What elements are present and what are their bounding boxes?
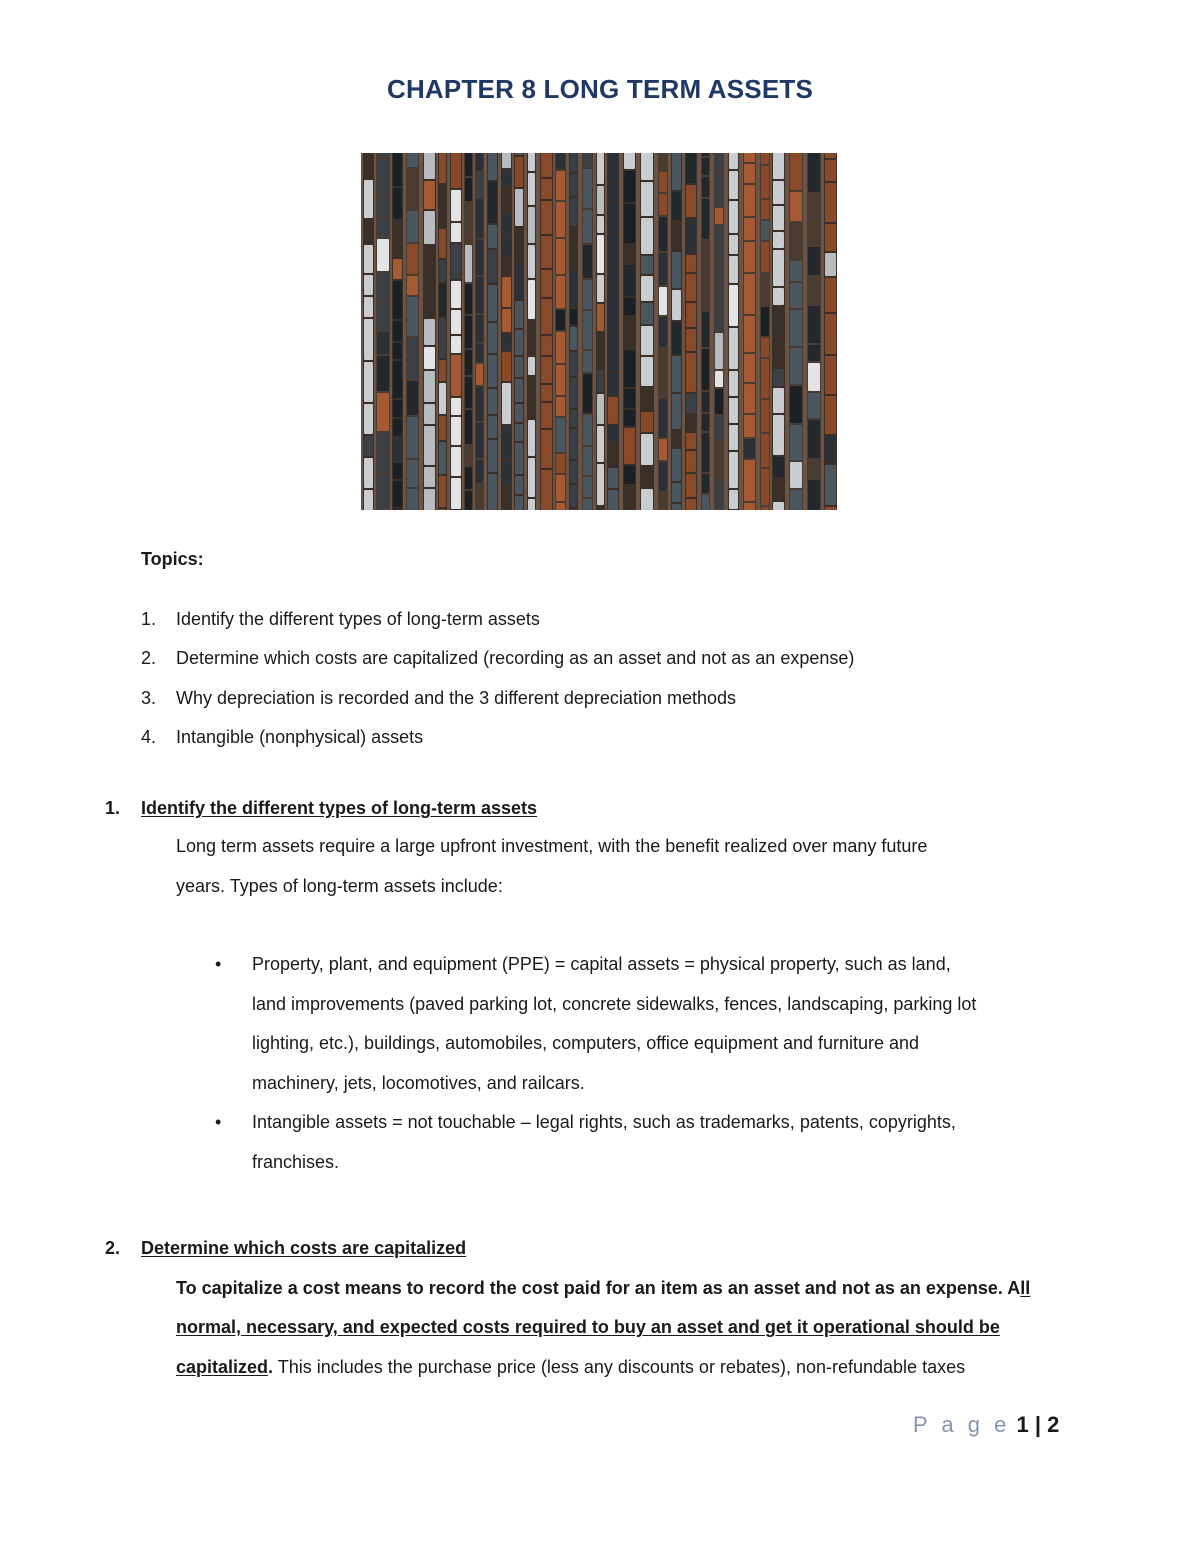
- bullet-icon: •: [215, 1112, 222, 1132]
- section-heading: Identify the different types of long-term assets: [141, 798, 538, 818]
- bullet-line: Property, plant, and equipment (PPE) = capital assets = physical property, such as land,: [252, 954, 951, 974]
- topic-item: 1. Identify the different types of long-term assets: [141, 609, 540, 629]
- bullet-icon: •: [215, 954, 222, 974]
- section-number: 1.: [105, 798, 121, 818]
- topic-item: 3. Why depreciation is recorded and the 3 different depreciation methods: [141, 688, 737, 708]
- paragraph-line: Long term assets require a large upfront investment, with the benefit realized over many future: [176, 836, 928, 856]
- paragraph-line: capitalized. This includes the purchase price (less any discounts or rebates), non-refundable taxes: [176, 1357, 966, 1377]
- page-label: P a g e: [913, 1412, 1011, 1437]
- page-total: 2: [1047, 1412, 1060, 1437]
- page-separator: |: [1034, 1412, 1041, 1437]
- chapter-title: CHAPTER 8 LONG TERM ASSETS: [386, 74, 814, 104]
- page-footer: [913, 1412, 1059, 1438]
- paragraph-line: To capitalize a cost means to record the cost paid for an item as an asset and not as an expense. All: [176, 1278, 1031, 1298]
- bullet-line: lighting, etc.), buildings, automobiles, computers, office equipment and furniture and: [252, 1033, 920, 1053]
- section-heading: Determine which costs are capitalized: [141, 1238, 467, 1258]
- bullet-line: land improvements (paved parking lot, concrete sidewalks, fences, landscaping, parking lot: [252, 994, 977, 1014]
- railyard-aerial-photo: [361, 153, 837, 510]
- topic-item: 2. Determine which costs are capitalized (recording as an asset and not as an expense): [141, 648, 855, 668]
- paragraph-line: normal, necessary, and expected costs required to buy an asset and get it operational should be: [176, 1317, 1000, 1337]
- topic-item: 4. Intangible (nonphysical) assets: [141, 727, 424, 747]
- bullet-line: machinery, jets, locomotives, and railcars.: [252, 1073, 585, 1093]
- section-number: 2.: [105, 1238, 121, 1258]
- paragraph-line: years. Types of long-term assets include:: [176, 876, 503, 896]
- bullet-line: franchises.: [252, 1152, 340, 1172]
- bullet-line: Intangible assets = not touchable – legal rights, such as trademarks, patents, copyrights,: [252, 1112, 956, 1132]
- page-current: 1: [1016, 1412, 1029, 1437]
- topics-label: Topics:: [141, 549, 204, 569]
